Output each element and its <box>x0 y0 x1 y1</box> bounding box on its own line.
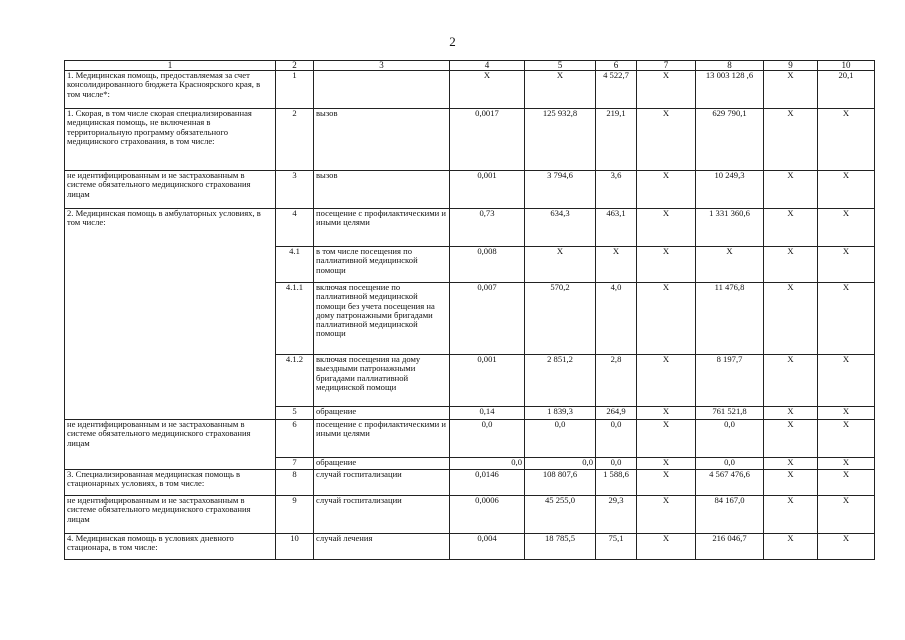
row-number: 4.1.2 <box>276 355 314 407</box>
value-cell: Х <box>637 355 696 407</box>
row-number: 4.1 <box>276 247 314 283</box>
row-description: не идентифицированным и не застрахованным в системе обязательного медицинского страхования лицам <box>65 171 276 209</box>
page-number: 2 <box>449 34 456 49</box>
value-cell: 18 785,5 <box>525 534 596 560</box>
value-cell: Х <box>637 209 696 247</box>
value-cell: Х <box>818 209 875 247</box>
table-row <box>65 209 875 247</box>
value-cell: Х <box>764 283 818 355</box>
header-cell: 3 <box>314 61 450 71</box>
value-cell: Х <box>637 109 696 171</box>
data-table <box>64 60 875 560</box>
value-cell: 3,6 <box>596 171 637 209</box>
row-number: 10 <box>276 534 314 560</box>
value-cell: Х <box>818 247 875 283</box>
value-cell: Х <box>637 496 696 534</box>
unit-cell <box>314 71 450 109</box>
value-cell: 570,2 <box>525 283 596 355</box>
table-row <box>65 496 875 534</box>
value-cell: Х <box>637 534 696 560</box>
table-row <box>65 470 875 496</box>
value-cell: 13 003 128 ,6 <box>696 71 764 109</box>
value-cell: 216 046,7 <box>696 534 764 560</box>
header-cell: 8 <box>696 61 764 71</box>
unit-cell: обращение <box>314 458 450 470</box>
value-cell: 4,0 <box>596 283 637 355</box>
header-cell: 10 <box>818 61 875 71</box>
value-cell: 0,0146 <box>450 470 525 496</box>
value-cell: 264,9 <box>596 407 637 420</box>
unit-cell: посещение с профилактическими и иными целями <box>314 209 450 247</box>
value-cell: 0,0 <box>450 458 525 470</box>
value-cell: Х <box>637 458 696 470</box>
value-cell: 84 167,0 <box>696 496 764 534</box>
value-cell: 0,0 <box>596 420 637 458</box>
row-number: 4 <box>276 209 314 247</box>
value-cell: Х <box>764 209 818 247</box>
value-cell: 0,004 <box>450 534 525 560</box>
value-cell: 0,0017 <box>450 109 525 171</box>
value-cell: 0,73 <box>450 209 525 247</box>
header-cell: 6 <box>596 61 637 71</box>
value-cell: 0,0 <box>696 458 764 470</box>
value-cell: Х <box>764 71 818 109</box>
row-number: 6 <box>276 420 314 458</box>
value-cell: 125 932,8 <box>525 109 596 171</box>
row-number: 2 <box>276 109 314 171</box>
value-cell: Х <box>764 470 818 496</box>
value-cell: 0,007 <box>450 283 525 355</box>
row-description: 1. Медицинская помощь, предоставляемая за счет консолидированного бюджета Красноярского края, в том числе*: <box>65 71 276 109</box>
unit-cell: случай лечения <box>314 534 450 560</box>
value-cell: Х <box>818 109 875 171</box>
row-number: 5 <box>276 407 314 420</box>
value-cell: Х <box>818 458 875 470</box>
value-cell: Х <box>525 71 596 109</box>
value-cell: 29,3 <box>596 496 637 534</box>
value-cell: Х <box>818 496 875 534</box>
value-cell: Х <box>818 534 875 560</box>
value-cell: 0,008 <box>450 247 525 283</box>
header-cell: 7 <box>637 61 696 71</box>
row-description: 3. Специализированная медицинская помощь в стационарных условиях, в том числе: <box>65 470 276 496</box>
header-cell: 9 <box>764 61 818 71</box>
unit-cell: включая посещения на дому выездными патронажными бригадами паллиативной медицинской помощи <box>314 355 450 407</box>
row-number: 7 <box>276 458 314 470</box>
value-cell: Х <box>818 355 875 407</box>
value-cell: 11 476,8 <box>696 283 764 355</box>
unit-cell: случай госпитализации <box>314 496 450 534</box>
value-cell: 1 331 360,6 <box>696 209 764 247</box>
value-cell: Х <box>637 283 696 355</box>
value-cell: Х <box>764 171 818 209</box>
table-row <box>65 109 875 171</box>
row-number: 9 <box>276 496 314 534</box>
value-cell: Х <box>818 407 875 420</box>
value-cell: Х <box>596 247 637 283</box>
table-header-row <box>65 61 875 71</box>
value-cell: Х <box>637 470 696 496</box>
value-cell: 0,0 <box>525 458 596 470</box>
value-cell: Х <box>818 470 875 496</box>
value-cell: Х <box>450 71 525 109</box>
value-cell: Х <box>696 247 764 283</box>
value-cell: 0,0006 <box>450 496 525 534</box>
table-row <box>65 534 875 560</box>
row-description: 1. Скорая, в том числе скорая специализированная медицинская помощь, не включенная в территориальную программу обязательного медицинского страхования, в том числе: <box>65 109 276 171</box>
value-cell: Х <box>764 496 818 534</box>
value-cell: 2,8 <box>596 355 637 407</box>
value-cell: 1 588,6 <box>596 470 637 496</box>
value-cell: Х <box>818 420 875 458</box>
row-number: 4.1.1 <box>276 283 314 355</box>
value-cell: 8 197,7 <box>696 355 764 407</box>
value-cell: Х <box>637 247 696 283</box>
value-cell: 3 794,6 <box>525 171 596 209</box>
value-cell: Х <box>764 407 818 420</box>
table-row <box>65 71 875 109</box>
value-cell: 629 790,1 <box>696 109 764 171</box>
value-cell: 20,1 <box>818 71 875 109</box>
value-cell: 0,0 <box>596 458 637 470</box>
value-cell: Х <box>637 71 696 109</box>
row-number: 3 <box>276 171 314 209</box>
header-cell: 1 <box>65 61 276 71</box>
row-number: 8 <box>276 470 314 496</box>
value-cell: 0,001 <box>450 171 525 209</box>
row-description: не идентифицированным и не застрахованным в системе обязательного медицинского страхования лицам <box>65 420 276 470</box>
value-cell: Х <box>637 171 696 209</box>
unit-cell: вызов <box>314 109 450 171</box>
value-cell: Х <box>818 283 875 355</box>
row-description: не идентифицированным и не застрахованным в системе обязательного медицинского страхования лицам <box>65 496 276 534</box>
header-cell: 4 <box>450 61 525 71</box>
value-cell: 108 807,6 <box>525 470 596 496</box>
value-cell: Х <box>764 355 818 407</box>
unit-cell: в том числе посещения по паллиативной медицинской помощи <box>314 247 450 283</box>
value-cell: 0,0 <box>450 420 525 458</box>
unit-cell: включая посещение по паллиативной медицинской помощи без учета посещения на дому патронажными бригадами паллиативной медицинской помощи <box>314 283 450 355</box>
header-cell: 2 <box>276 61 314 71</box>
value-cell: 219,1 <box>596 109 637 171</box>
value-cell: 45 255,0 <box>525 496 596 534</box>
value-cell: 75,1 <box>596 534 637 560</box>
unit-cell: посещение с профилактическими и иными целями <box>314 420 450 458</box>
value-cell: Х <box>764 109 818 171</box>
value-cell: 761 521,8 <box>696 407 764 420</box>
value-cell: Х <box>525 247 596 283</box>
row-description: 4. Медицинская помощь в условиях дневного стационара, в том числе: <box>65 534 276 560</box>
row-description: 2. Медицинская помощь в амбулаторных условиях, в том числе: <box>65 209 276 420</box>
value-cell: 0,001 <box>450 355 525 407</box>
table-row <box>65 171 875 209</box>
row-number: 1 <box>276 71 314 109</box>
value-cell: 0,0 <box>525 420 596 458</box>
unit-cell: вызов <box>314 171 450 209</box>
value-cell: Х <box>764 247 818 283</box>
value-cell: Х <box>637 420 696 458</box>
value-cell: 463,1 <box>596 209 637 247</box>
value-cell: Х <box>764 458 818 470</box>
value-cell: 0,14 <box>450 407 525 420</box>
header-cell: 5 <box>525 61 596 71</box>
unit-cell: обращение <box>314 407 450 420</box>
value-cell: Х <box>818 171 875 209</box>
value-cell: 10 249,3 <box>696 171 764 209</box>
value-cell: Х <box>637 407 696 420</box>
value-cell: 0,0 <box>696 420 764 458</box>
table-row <box>65 420 875 458</box>
value-cell: Х <box>764 420 818 458</box>
value-cell: 1 839,3 <box>525 407 596 420</box>
value-cell: Х <box>764 534 818 560</box>
value-cell: 4 522,7 <box>596 71 637 109</box>
unit-cell: случай госпитализации <box>314 470 450 496</box>
value-cell: 4 567 476,6 <box>696 470 764 496</box>
value-cell: 2 851,2 <box>525 355 596 407</box>
value-cell: 634,3 <box>525 209 596 247</box>
